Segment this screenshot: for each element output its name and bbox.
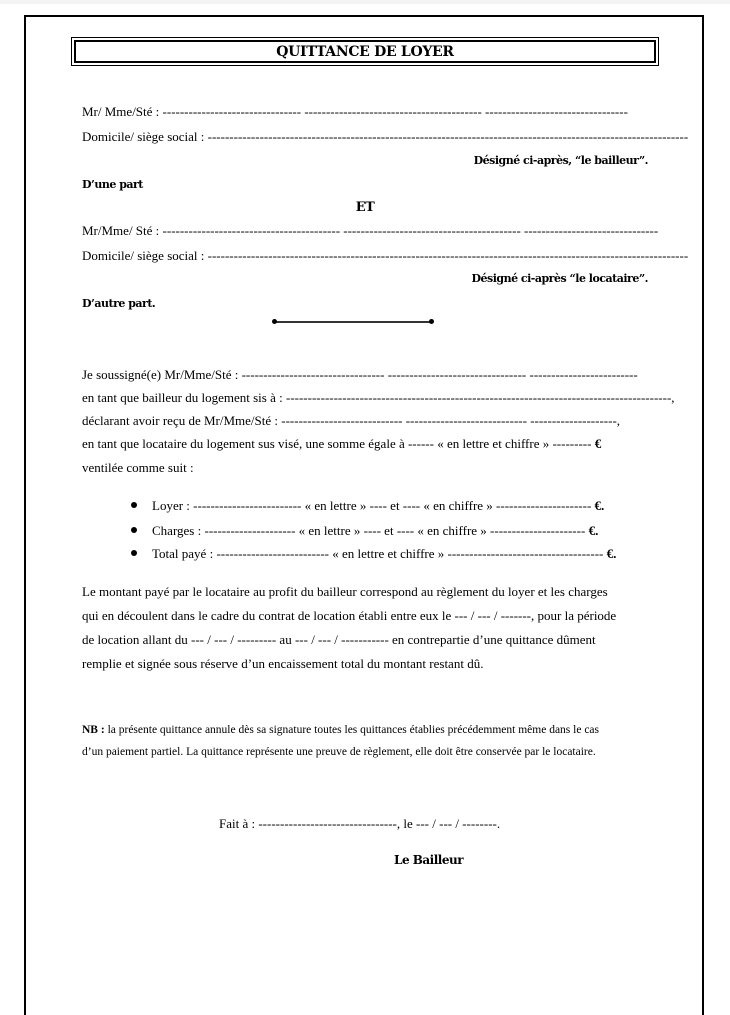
and-separator: ET xyxy=(355,200,375,215)
locataire-address-line xyxy=(82,248,688,264)
breakdown-label: Charges : xyxy=(152,523,202,538)
breakdown-text: --------------------- « en lettre » ---- et ---- « en chiffre » ---------------------- xyxy=(204,523,586,538)
euro-symbol: € xyxy=(594,436,602,451)
breakdown-item-charges xyxy=(132,523,598,539)
bullet-icon xyxy=(131,527,137,533)
signature-signer: Le Bailleur xyxy=(394,853,464,867)
declaration-line-4 xyxy=(82,436,601,452)
locataire-name-line xyxy=(82,223,658,239)
declaration-line-2 xyxy=(82,390,675,406)
locataire-name-blank: ----------------------------------------- ----------------------------------------- ------------------------------- xyxy=(162,223,659,238)
euro-symbol: €. xyxy=(594,498,605,513)
bailleur-name-line xyxy=(82,104,628,120)
euro-symbol: €. xyxy=(606,546,617,561)
document-title: QUITTANCE DE LOYER xyxy=(74,40,656,63)
bailleur-designation: Désigné ci-après, “le bailleur”. xyxy=(473,154,648,167)
locataire-address-blank: --------------------------------------------------------------------------------------------------------------- xyxy=(207,248,689,263)
body-paragraph-line-3: de location allant du --- / --- / --------- au --- / --- / ----------- en contrepartie d’une quittance dûment xyxy=(82,632,596,647)
bailleur-part: D’une part xyxy=(82,178,143,191)
body-paragraph-line-2: qui en découlent dans le cadre du contrat de location établi entre eux le --- / --- / -------, pour la période xyxy=(82,608,617,623)
bullet-icon xyxy=(131,502,137,508)
title-box xyxy=(71,37,659,66)
breakdown-label: Loyer : xyxy=(152,498,190,513)
declaration-line-3 xyxy=(82,413,620,429)
declaration-line-1 xyxy=(82,367,638,383)
locataire-designation: Désigné ci-après “le locataire”. xyxy=(471,272,648,285)
bailleur-name-blank: -------------------------------- ----------------------------------------- --------------------------------- xyxy=(162,104,628,119)
declaration-property-label: en tant que bailleur du logement sis à : xyxy=(82,390,283,405)
divider-dot-left xyxy=(272,319,277,324)
bailleur-address-label: Domicile/ siège social : xyxy=(82,129,205,144)
nb-line-2: d’un paiement partiel. La quittance représente une preuve de règlement, elle doit être conservée par le locataire. xyxy=(82,746,596,758)
declaration-amount-text: en tant que locataire du logement sus visé, une somme égale à ------ « en lettre et chiffre » --------- xyxy=(82,436,592,451)
body-paragraph-line-4: remplie et signée sous réserve d’un encaissement total du montant restant dû. xyxy=(82,656,484,671)
body-paragraph-line-1: Le montant payé par le locataire au profit du bailleur correspond au règlement du loyer et les charges xyxy=(82,584,608,599)
locataire-name-label: Mr/Mme/ Sté : xyxy=(82,223,160,238)
nb-text-1: la présente quittance annule dès sa signature toutes les quittances établies précédemment même dans le cas xyxy=(104,724,600,736)
declaration-property-blank: -----------------------------------------------------------------------------------------, xyxy=(285,390,675,405)
viewer-top-strip xyxy=(0,0,730,4)
signature-place-date: Fait à : --------------------------------, le --- / --- / --------. xyxy=(219,816,501,831)
bailleur-name-label: Mr/ Mme/Sté : xyxy=(82,104,160,119)
breakdown-label: Total payé : xyxy=(152,546,214,561)
declaration-signer-label: Je soussigné(e) Mr/Mme/Sté : xyxy=(82,367,239,382)
bailleur-address-blank: --------------------------------------------------------------------------------------------------------------- xyxy=(207,129,689,144)
euro-symbol: €. xyxy=(588,523,599,538)
nb-line-1 xyxy=(82,719,650,741)
divider-dot-right xyxy=(429,319,434,324)
bullet-icon xyxy=(131,550,137,556)
breakdown-text: ------------------------- « en lettre » ---- et ---- « en chiffre » ---------------------- xyxy=(193,498,592,513)
locataire-part: D’autre part. xyxy=(82,297,156,310)
breakdown-text: -------------------------- « en lettre et chiffre » ------------------------------------ xyxy=(216,546,604,561)
bailleur-address-line xyxy=(82,129,688,145)
declaration-signer-blank: --------------------------------- -------------------------------- ------------------------- xyxy=(241,367,638,382)
section-divider xyxy=(274,321,432,323)
breakdown-item-loyer xyxy=(132,498,604,514)
breakdown-item-total xyxy=(132,546,616,562)
declaration-line-5: ventilée comme suit : xyxy=(82,460,194,475)
declaration-payer-blank: ---------------------------- ---------------------------- --------------------, xyxy=(281,413,621,428)
nb-label: NB : xyxy=(82,724,105,736)
locataire-address-label: Domicile/ siège social : xyxy=(82,248,205,263)
declaration-payer-label: déclarant avoir reçu de Mr/Mme/Sté : xyxy=(82,413,279,428)
